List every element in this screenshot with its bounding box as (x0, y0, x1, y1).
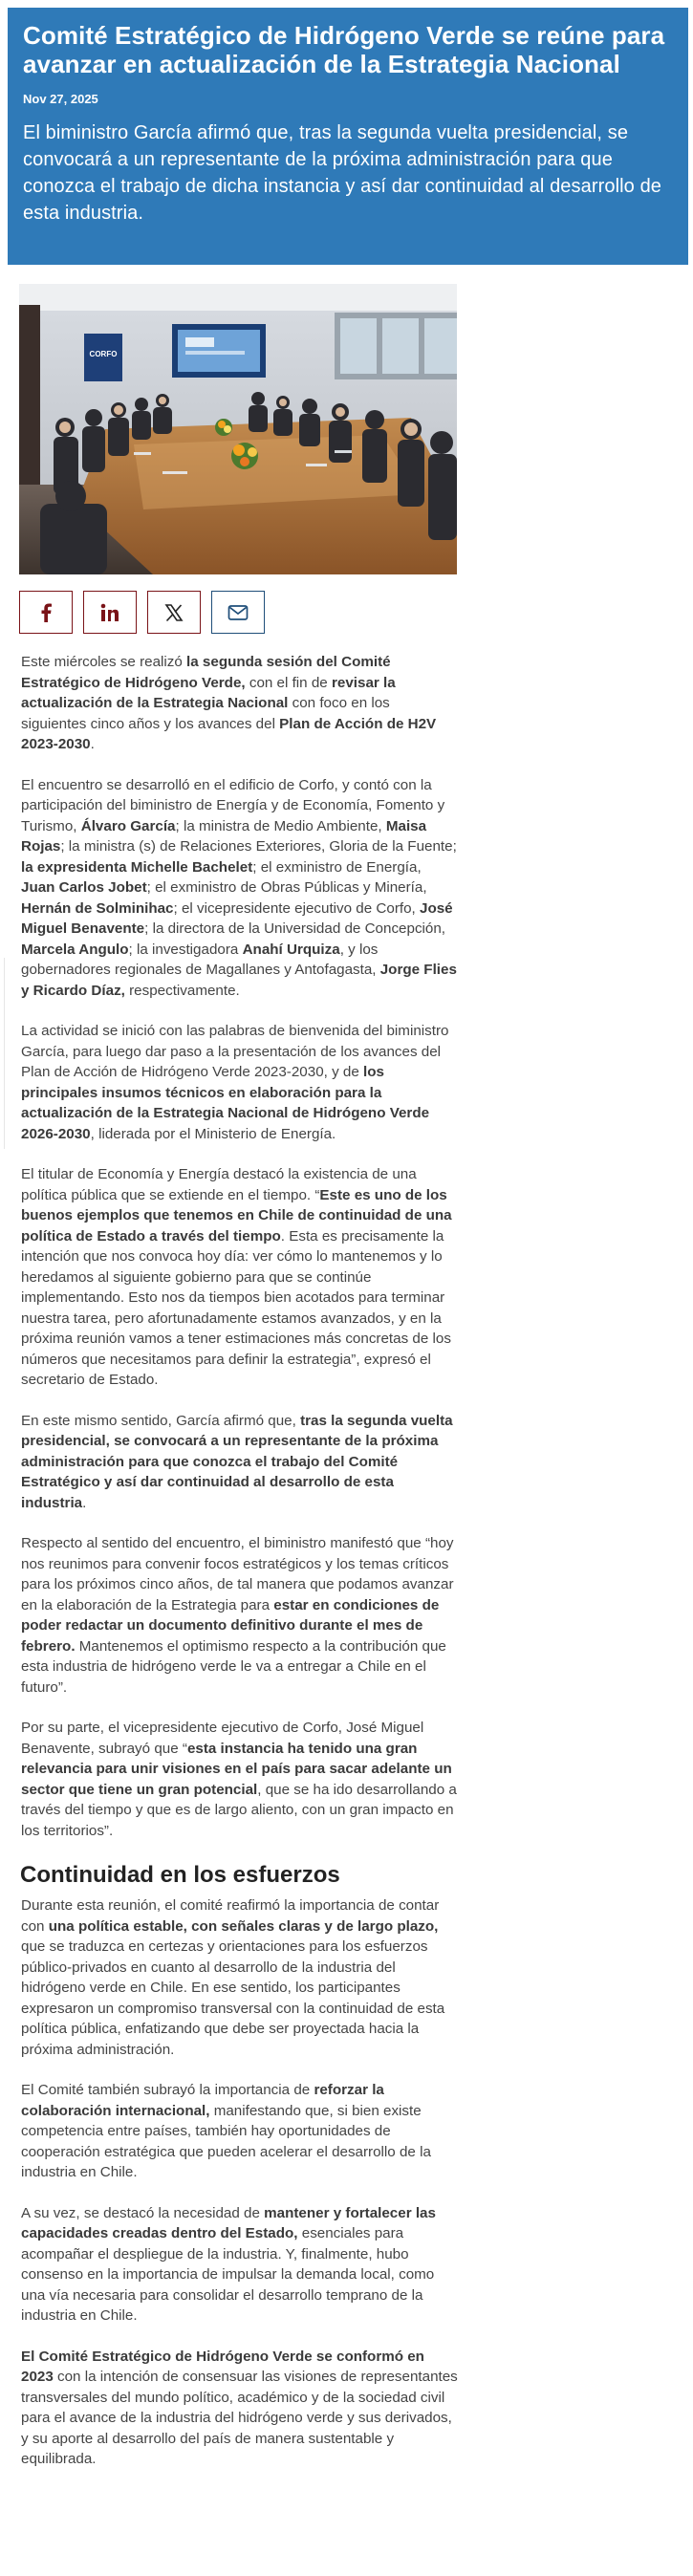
meeting-photo (19, 284, 457, 574)
emphasis: Hernán de Solminihac (21, 899, 174, 917)
emphasis: Jorge Flies y Ricardo Díaz, (21, 962, 457, 999)
emphasis: José Miguel Benavente (21, 899, 453, 937)
linkedin-icon (100, 603, 119, 622)
share-facebook-button[interactable] (19, 591, 73, 634)
paragraph: A su vez, se destacó la necesidad de mantener y fortalecer las capacidades creadas dentro del Estado, esenciales para acompañar el despliegue de la industria. Y, finalmente, hubo consenso en la importancia de impulsar la demanda local, como una vía necesaria para consolidar el desarrollo temprano de la industria en Chile. (21, 2204, 436, 2324)
emphasis: Maisa Rojas (21, 817, 427, 855)
publish-date: Nov 27, 2025 (23, 92, 98, 106)
emphasis: reforzar la colaboración internacional, (21, 2082, 384, 2119)
emphasis: mantener y fortalecer las capacidades creadas dentro del Estado, (21, 2204, 436, 2241)
paragraph: Este miércoles se realizó la segunda sesión del Comité Estratégico de Hidrógeno Verde, con el fin de revisar la actualización de la Estrategia Nacional con foco en los siguientes cinco años y los avances del Plan de Acción de H2V 2023-2030. (21, 654, 437, 752)
paragraph: En este mismo sentido, García afirmó que, tras la segunda vuelta presidencial, se convocará a un representante de la próxima administración para que conozca el trabajo del Comité Estratégico y así dar continuidad al desarrollo de esta industria. (21, 1412, 453, 1511)
page-title: Comité Estratégico de Hidrógeno Verde se reúne para avanzar en actualización de la Estrategia Nacional (23, 21, 665, 78)
section-heading: Continuidad en los esfuerzos (20, 1862, 340, 1888)
screen-logo-text: CORFO (89, 350, 118, 358)
paragraph: La actividad se inició con las palabras de bienvenida del biministro García, para luego dar paso a la presentación de los avances del Plan de Acción de Hidrógeno Verde 2023-2030, y de los principales insumos técnicos en elaboración para la actualización de la Estrategia Nacional de Hidrógeno Verde 2026-2030, liderada por el Ministerio de Energía. (21, 1023, 449, 1142)
emphasis: revisar la actualización de la Estrategia Nacional (21, 674, 396, 711)
paragraph: El Comité Estratégico de Hidrógeno Verde se conformó en 2023 con la intención de consensuar las visiones de representantes transversales del mundo político, académico y de la sociedad civil para el avance de la industria del hidrógeno verde y sus derivados, y su aporte al desarrollo del país de manera sustentable y equilibrada. (21, 2348, 458, 2467)
share-x-button[interactable] (147, 591, 201, 634)
emphasis: la segunda sesión del Comité Estratégico de Hidrógeno Verde, (21, 654, 391, 691)
emphasis: los principales insumos técnicos en elaboración para la actualización de la Estrategia Nacional de Hidrógeno Verde 2026-2030 (21, 1064, 430, 1142)
emphasis: Marcela Angulo (21, 941, 129, 958)
x-icon (164, 603, 184, 622)
emphasis: Plan de Acción de H2V 2023-2030 (21, 715, 437, 752)
article-header (8, 8, 688, 265)
emphasis: El Comité Estratégico de Hidrógeno Verde se conformó en 2023 (21, 2348, 424, 2385)
article-lead: El biministro García afirmó que, tras la segunda vuelta presidencial, se convocará a un representante de la próxima administración para que conozca el trabajo de dicha instancia y así dar continuidad al desarrollo de esta industria. (23, 122, 662, 224)
facebook-icon (37, 603, 54, 622)
divider (4, 958, 5, 1149)
paragraph: El Comité también subrayó la importancia de reforzar la colaboración internacional, manifestando que, si bien existe competencia entre países, también hay oportunidades de cooperación estratégica que pueden acelerar el desarrollo de la industria en Chile. (21, 2082, 431, 2180)
emphasis: Álvaro García (80, 817, 176, 834)
emphasis: esta instancia ha tenido una gran relevancia para unir visiones en el país para sacar adelante un sector que tiene un gran potencial (21, 1740, 452, 1798)
article-body (21, 652, 459, 2490)
emphasis: estar en condiciones de poder redactar un documento definitivo durante el mes de febrero. (21, 1596, 440, 1655)
emphasis: Este es uno de los buenos ejemplos que tenemos en Chile de continuidad de una política de Estado a través del tiempo (21, 1186, 452, 1245)
emphasis: la expresidenta Michelle Bachelet (21, 858, 253, 876)
emphasis: Juan Carlos Jobet (21, 879, 147, 896)
emphasis: una política estable, con señales claras y de largo plazo, (48, 1917, 439, 1935)
emphasis: tras la segunda vuelta presidencial, se convocará a un representante de la próxima administración para que conozca el trabajo del Comité Estratégico y así dar continuidad al desarrollo de esta industria (21, 1412, 453, 1511)
emphasis: Anahí Urquiza (242, 941, 340, 958)
paragraph: Durante esta reunión, el comité reafirmó la importancia de contar con una política estable, con señales claras y de largo plazo, que se traduzca en certezas y orientaciones para los esfuerzos público-privados en cuanto al desarrollo de la industria del hidrógeno verde en Chile. En ese sentido, los participantes expresaron un compromiso transversal con la continuidad de esta política pública, enfatizando que debe ser proyectada hacia la próxima administración. (21, 1897, 445, 2058)
paragraph: El encuentro se desarrolló en el edificio de Corfo, y contó con la participación del biministro de Energía y de Economía, Fomento y Turismo, Álvaro García; la ministra de Medio Ambiente, Maisa Rojas; la ministra (s) de Relaciones Exteriores, Gloria de la Fuente; la expresidenta Michelle Bachelet; el exministro de Energía, Juan Carlos Jobet; el exministro de Obras Públicas y Minería, Hernán de Solminihac; el vicepresidente ejecutivo de Corfo, José Miguel Benavente; la directora de la Universidad de Concepción, Marcela Angulo; la investigadora Anahí Urquiza, y los gobernadores regionales de Magallanes y Antofagasta, Jorge Flies y Ricardo Díaz, respectivamente. (21, 776, 457, 999)
mail-icon (227, 604, 249, 621)
paragraph: Por su parte, el vicepresidente ejecutivo de Corfo, José Miguel Benavente, subrayó que “esta instancia ha tenido una gran relevancia para unir visiones en el país para sacar adelante un sector que tiene un gran potencial, que se ha ido desarrollando a través del tiempo y que es de largo aliento, con un gran impacto en los territorios”. (21, 1720, 457, 1839)
paragraph: Respecto al sentido del encuentro, el biministro manifestó que “hoy nos reunimos para convenir focos estratégicos y los temas críticos para los próximos cinco años, de tal manera que podamos avanzar en la elaboración de la Estrategia para estar en condiciones de poder redactar un documento definitivo durante el mes de febrero. Mantenemos el optimismo respecto a la contribución que esta industria de hidrógeno verde le va a entregar a Chile en el futuro”. (21, 1535, 454, 1696)
share-linkedin-button[interactable] (83, 591, 137, 634)
paragraph: El titular de Economía y Energía destacó la existencia de una política pública que se extiende en el tiempo. “Este es uno de los buenos ejemplos que tenemos en Chile de continuidad de una política de Estado a través del tiempo. Esta es precisamente la intención que nos convoca hoy día: ver cómo lo mantenemos y lo heredamos al siguiente gobierno para que se continúe implementando. Esto nos da tiempos bien acotados para terminar nuestra tarea, pero afortunadamente estamos avanzados, y en la próxima reunión vamos a tener estimaciones más concretas de los números que necesitamos para definir la estrategia”, expresó el secretario de Estado. (21, 1166, 452, 1388)
share-email-button[interactable] (211, 591, 265, 634)
share-bar (19, 591, 265, 634)
